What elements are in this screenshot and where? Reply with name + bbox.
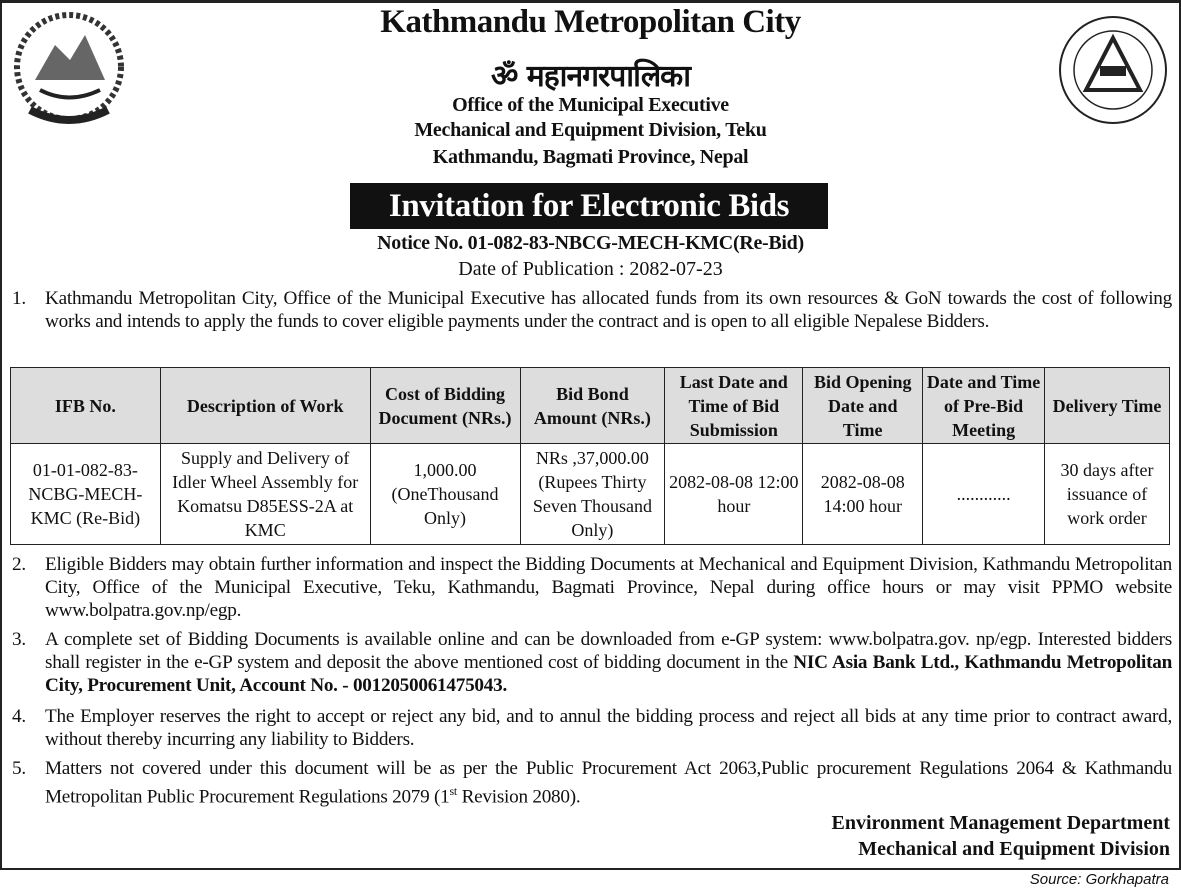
bid-table	[10, 367, 1170, 545]
cell-bid-bond: NRs ,37,000.00 (Rupees Thirty Seven Thousand Only)	[520, 444, 665, 545]
paragraph-text	[45, 628, 1172, 697]
item-number: 3.	[12, 629, 26, 650]
signature-division: Mechanical and Equipment Division	[858, 838, 1170, 860]
notice-number: Notice No. 01-082-83-NBCG-MECH-KMC(Re-Bid)	[377, 232, 804, 254]
item-number: 1.	[12, 288, 26, 309]
table-header-row	[11, 368, 1170, 444]
cell-description: Supply and Delivery of Idler Wheel Assembly for Komatsu D85ESS-2A at KMC	[160, 444, 370, 545]
header-bid-bond: Bid Bond Amount (NRs.)	[520, 368, 665, 444]
signature-department: Environment Management Department	[831, 812, 1170, 834]
header-submission: Last Date and Time of Bid Submission	[665, 368, 803, 444]
bank-account-text: NIC Asia Bank Ltd., Kathmandu Metropolitan City, Procurement Unit, Account No. - 0012050061475043.	[45, 652, 1172, 696]
item-number: 5.	[12, 758, 26, 779]
superscript: st	[449, 784, 458, 798]
paragraph-3	[12, 628, 1172, 697]
table-row	[11, 444, 1170, 545]
office-line: Office of the Municipal Executive	[452, 94, 729, 116]
city-title: Kathmandu Metropolitan City	[380, 4, 801, 40]
paragraph-1	[12, 287, 1172, 333]
header-delivery: Delivery Time	[1045, 368, 1170, 444]
division-line: Mechanical and Equipment Division, Teku	[414, 119, 767, 141]
header-doc-cost: Cost of Bidding Document (NRs.)	[370, 368, 520, 444]
cell-doc-cost: 1,000.00 (OneThousand Only)	[370, 444, 520, 545]
publication-date: Date of Publication : 2082-07-23	[458, 258, 723, 280]
paragraph-text	[45, 757, 1172, 808]
cell-prebid: ............	[923, 444, 1045, 545]
cell-ifb-no: 01-01-082-83-NCBG-MECH-KMC (Re-Bid)	[11, 444, 161, 545]
notice-banner: Invitation for Electronic Bids	[350, 183, 828, 229]
cell-delivery: 30 days after issuance of work order	[1045, 444, 1170, 545]
item-number: 4.	[12, 706, 26, 727]
devanagari-title: ॐ महानगरपालिका	[491, 59, 690, 94]
header-prebid: Date and Time of Pre-Bid Meeting	[923, 368, 1045, 444]
address-line: Kathmandu, Bagmati Province, Nepal	[432, 146, 749, 168]
paragraph-text-end: Revision 2080).	[457, 786, 581, 808]
item-number: 2.	[12, 554, 26, 575]
paragraph-text: Kathmandu Metropolitan City, Office of the Municipal Executive has allocated funds from its own resources & GoN towards the cost of following works and intends to apply the funds to cover eligible payments under the contract and is open to all eligible Nepalese Bidders.	[45, 288, 1172, 332]
paragraph-text-plain: A complete set of Bidding Documents is available online and can be downloaded from e-GP system: www.bolpatra.gov. np/egp. Interested bidders shall register in the e-GP system and deposit the above mentioned cost of bidding document in the	[45, 629, 1172, 673]
cell-opening: 2082-08-08 14:00 hour	[803, 444, 923, 545]
cell-submission: 2082-08-08 12:00 hour	[665, 444, 803, 545]
paragraph-4	[12, 705, 1172, 751]
header-opening: Bid Opening Date and Time	[803, 368, 923, 444]
paragraph-2	[12, 553, 1172, 622]
header-description: Description of Work	[160, 368, 370, 444]
paragraph-text-plain: Matters not covered under this document will be as per the Public Procurement Act 2063,Public procurement Regulations 2064 & Kathmandu Metropolitan Public Procurement Regulations 2079 (1	[45, 758, 1172, 808]
paragraph-text: Eligible Bidders may obtain further information and inspect the Bidding Documents at Mechanical and Equipment Division, Kathmandu Metropolitan City, Office of the Municipal Executive, Teku, Kathmandu, Bagmati Province, Nepal during office hours or may visit PPMO website www.bolpatra.gov.np/egp.	[45, 554, 1172, 621]
source-credit: Source: Gorkhapatra	[1029, 871, 1169, 888]
paragraph-5	[12, 757, 1172, 808]
header-ifb-no: IFB No.	[11, 368, 161, 444]
paragraph-text: The Employer reserves the right to accept or reject any bid, and to annul the bidding process and reject all bids at any time prior to contract award, without thereby incurring any liability to Bidders.	[45, 706, 1172, 750]
